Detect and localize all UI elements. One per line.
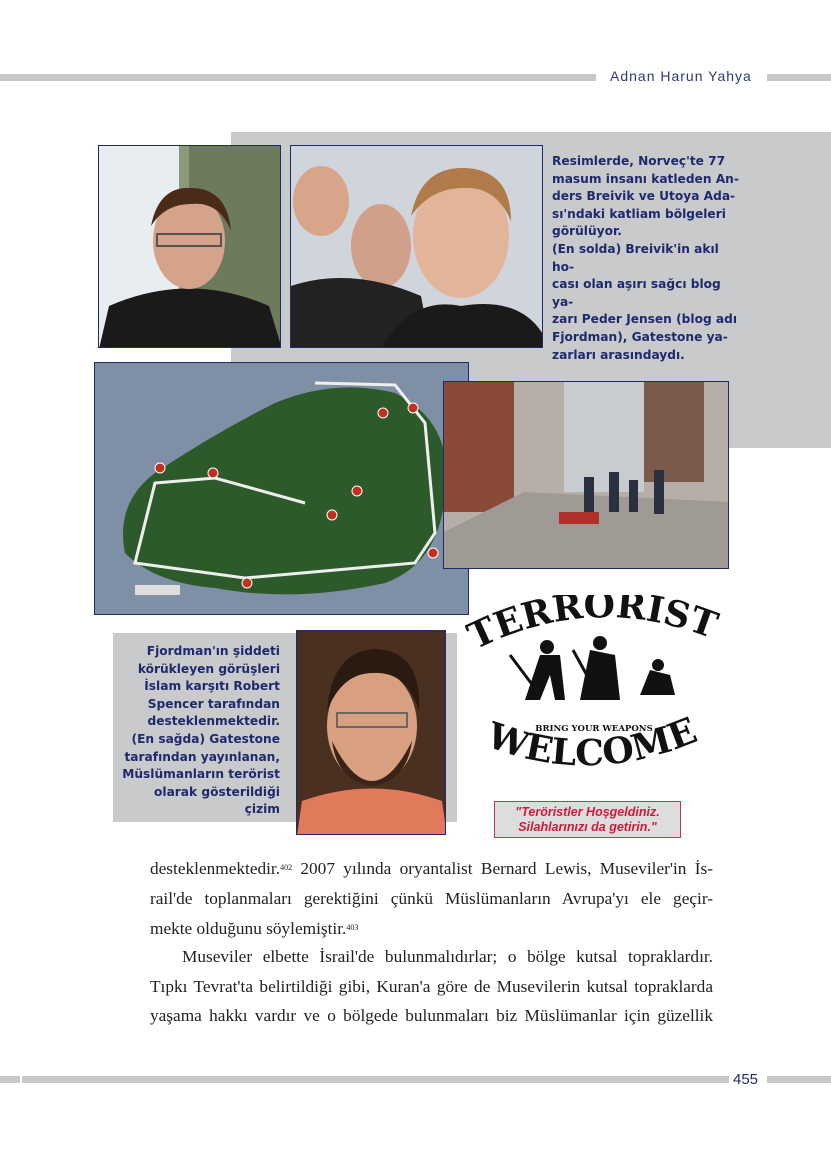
- photo-breivik: [290, 145, 543, 348]
- footnote-ref: 402: [280, 863, 293, 872]
- poster-title: TERRORIST: [465, 595, 723, 658]
- header-rule-right: [767, 74, 831, 81]
- footer-rule: [22, 1076, 729, 1083]
- footnote-ref: 403: [346, 923, 359, 932]
- top-caption: Resimlerde, Norveç'te 77 masum insanı katleden An- ders Breivik ve Utoya Ada- sı'ndaki katliam bölgeleri görülüyor. (En solda) Breivik'in akıl ho- cası olan aşırı sağcı blog ya- zarı Peder Jensen (blog adı Fjordman), Gatestone ya- zarları arasındaydı.: [552, 154, 739, 362]
- svg-text:TERRORIST: [465, 595, 723, 658]
- bottom-caption: Fjordman'ın şiddeti körükleyen görüşleri İslam karşıtı Robert Spencer tarafından desteklenmektedir. (En sağda) Gatestone tarafından yayınlanan, Müslümanların terörist olarak gösterildiği çizim: [122, 644, 280, 817]
- body-paragraph-2: Museviler elbette İsrail'de bulunmalıdırlar; o bölge kutsal topraklardır. Tıpkı Tevrat'ta belirtildiği gibi, Kuran'a göre de Musevilerin kutsal topraklarda yaşama hakkı vardır ve o bölgede bulunmaları biz Müslümanlar için güzellik: [150, 947, 713, 1025]
- page-number: 455: [733, 1071, 759, 1088]
- footer-rule-right: [767, 1076, 831, 1083]
- translation-box: "Teröristler Hoşgeldiniz. Silahlarınızı da getirin.": [494, 801, 681, 838]
- terrorist-welcome-poster: [465, 595, 723, 790]
- footer-rule-left: [0, 1076, 20, 1083]
- header-rule: [0, 74, 596, 81]
- photo-robert-spencer: [296, 630, 446, 835]
- body-paragraph-1: desteklenmektedir.$^{402}$ 2007 yılında oryantalist Bernard Lewis, Museviler'in İs- rail'de toplanmaları gerektiğini çünkü Müslümanların Avrupa'yı ele geçir- mekte olduğunu söylemiştir.$^{403}$: [150, 859, 713, 938]
- photo-oslo-aftermath: [443, 381, 729, 569]
- svg-text:WELCOME: [481, 709, 703, 774]
- photo-peder-jensen: [98, 145, 281, 348]
- utoya-island-map: [94, 362, 469, 615]
- running-header: Adnan Harun Yahya: [610, 68, 752, 84]
- poster-tagline: BRING YOUR WEAPONS: [535, 724, 653, 734]
- poster-welcome: WELCOME: [482, 709, 703, 775]
